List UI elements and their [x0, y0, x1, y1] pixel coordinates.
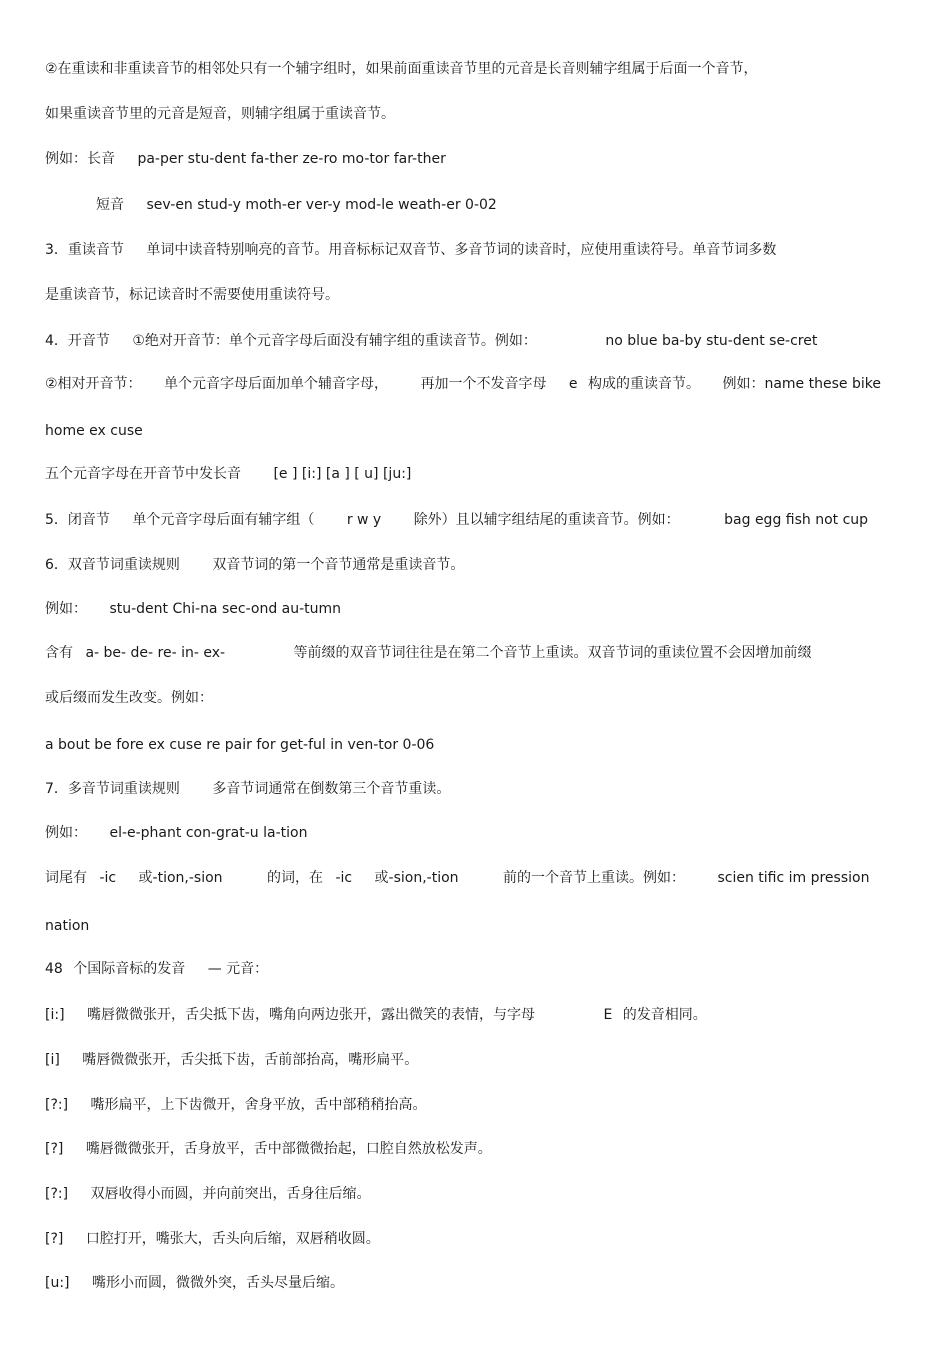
phonetic-symbol: [i:]	[45, 1007, 65, 1023]
text-segment: 例如：name these bike	[722, 376, 881, 392]
text-segment: 等前缀的双音节词往往是在第二个音节上重读。双音节词的重读位置不会因增加前缀	[293, 645, 812, 661]
phonetic-symbol: [?]	[45, 1231, 64, 1247]
text-line	[45, 465, 411, 483]
text-segment: -ic	[335, 870, 353, 886]
text-segment: e	[568, 376, 578, 392]
text-segment: 的词，在	[267, 870, 323, 886]
text-segment: 嘴唇微微张开，舌尖抵下齿，嘴角向两边张开，露出微笑的表情，与字母	[86, 1007, 535, 1023]
text-segment: 口腔打开，嘴张大，舌头向后缩，双唇稍收圆。	[85, 1231, 380, 1247]
section-heading	[45, 556, 464, 574]
text-line	[45, 422, 143, 440]
text-segment: a- be- de- re- in- ex-	[85, 645, 226, 661]
text-line	[45, 150, 446, 168]
text-segment: 双唇收得小而圆，并向前突出，舌身往后缩。	[90, 1186, 371, 1202]
text-line	[45, 917, 89, 935]
text-segment: 例如：长音	[45, 151, 115, 167]
text-segment: 或后缀而发生改变。例如：	[45, 690, 213, 706]
text-segment: E	[603, 1007, 613, 1023]
text-segment: 如果重读音节里的元音是短音，则辅字组属于重读音节。	[45, 106, 395, 122]
text-segment: sev-en stud-y moth-er ver-y mod-le weath-er 0-02	[146, 197, 497, 213]
text-segment: 除外）且以辅字组结尾的重读音节。例如：	[413, 512, 680, 528]
text-segment: 或-sion,-tion	[374, 870, 459, 886]
text-segment: 含有	[45, 645, 73, 661]
text-segment: 48	[45, 961, 63, 977]
text-segment: 再加一个不发音字母	[420, 376, 547, 392]
text-segment: 3．重读音节	[45, 242, 124, 258]
text-line	[45, 869, 869, 887]
text-segment: bag egg fish not cup	[724, 512, 869, 528]
text-segment: scien tific im pression	[717, 870, 870, 886]
phonetic-symbol: [i]	[45, 1052, 60, 1068]
text-segment: nation	[45, 918, 90, 934]
text-segment: 例如：	[45, 601, 87, 617]
text-segment: 7．多音节词重读规则	[45, 781, 180, 797]
phonetic-symbol: [u:]	[45, 1275, 70, 1291]
text-segment: 嘴形扁平，上下齿微开，舍身平放，舌中部稍稍抬高。	[90, 1097, 427, 1113]
text-segment: 词尾有	[45, 870, 87, 886]
text-line	[45, 689, 213, 707]
text-segment: 是重读音节，标记读音时不需要使用重读符号。	[45, 287, 339, 303]
text-segment: a bout be fore ex cuse re pair for get-ful in ven-tor 0-06	[45, 737, 435, 753]
text-line	[45, 105, 395, 123]
text-segment: 或-tion,-sion	[138, 870, 223, 886]
text-line	[96, 196, 497, 214]
text-segment: 嘴唇微微张开，舌身放平，舌中部微微抬起，口腔自然放松发声。	[85, 1141, 492, 1157]
text-segment: 前的一个音节上重读。例如：	[503, 870, 685, 886]
text-segment: pa-per stu-dent fa-ther ze-ro mo-tor far-ther	[137, 151, 446, 167]
text-line	[45, 600, 341, 618]
phonetic-symbol: [?:]	[45, 1186, 69, 1202]
phonetic-entry	[45, 1006, 707, 1024]
phonetic-entry	[45, 1140, 492, 1158]
text-line	[45, 736, 434, 754]
text-line	[45, 375, 881, 393]
text-segment: 的发音相同。	[622, 1007, 707, 1023]
section-heading	[45, 241, 776, 259]
text-line	[45, 644, 812, 662]
phonetic-entry	[45, 1051, 418, 1069]
text-segment: 多音节词通常在倒数第三个音节重读。	[212, 781, 451, 797]
text-segment: 单个元音字母后面有辅字组（	[132, 512, 315, 528]
text-segment: stu-dent Chi-na sec-ond au-tumn	[109, 601, 342, 617]
text-segment: 五个元音字母在开音节中发长音	[45, 466, 241, 482]
text-segment: 单词中读音特别响亮的音节。用音标标记双音节、多音节词的读音时，应使用重读符号。单音节词多数	[146, 242, 777, 258]
text-segment: 4．开音节	[45, 333, 110, 349]
text-segment: 嘴形小而圆，微微外突，舌头尽量后缩。	[91, 1275, 344, 1291]
section-heading	[45, 780, 450, 798]
text-segment: — 元音：	[207, 961, 269, 977]
text-segment: ②相对开音节：	[45, 376, 142, 392]
text-segment: ②在重读和非重读音节的相邻处只有一个辅字组时，如果前面重读音节里的元音是长音则辅字组属于后面一个音节，	[45, 61, 758, 77]
text-segment: 个国际音标的发音	[73, 961, 186, 977]
phonetic-symbol: [?:]	[45, 1097, 69, 1113]
text-line	[45, 824, 307, 842]
text-segment: home ex cuse	[45, 423, 143, 439]
section-heading	[45, 332, 817, 350]
text-segment: -ic	[99, 870, 117, 886]
text-segment: 构成的重读音节。	[588, 376, 700, 392]
text-segment: 5．闭音节	[45, 512, 110, 528]
phonetic-entry	[45, 1230, 380, 1248]
text-segment: 嘴唇微微张开，舌尖抵下齿，舌前部抬高，嘴形扁平。	[82, 1052, 419, 1068]
text-segment: 短音	[96, 197, 124, 213]
text-segment: 双音节词的第一个音节通常是重读音节。	[212, 557, 465, 573]
text-segment: 6．双音节词重读规则	[45, 557, 180, 573]
text-line	[45, 286, 339, 304]
text-segment: 单个元音字母后面加单个辅音字母，	[164, 376, 389, 392]
phonetic-entry	[45, 1274, 344, 1292]
text-segment: r w y	[346, 512, 382, 528]
text-segment: no blue ba-by stu-dent se-cret	[605, 333, 818, 349]
text-segment: el-e-phant con-grat-u la-tion	[109, 825, 308, 841]
text-segment: [e ] [i:] [a ] [ u] [ju:]	[273, 466, 412, 482]
section-heading	[45, 511, 868, 529]
section-heading	[45, 960, 268, 978]
phonetic-entry	[45, 1185, 371, 1203]
text-line	[45, 60, 758, 78]
text-segment: ①绝对开音节：单个元音字母后面没有辅字组的重读音节。例如：	[132, 333, 537, 349]
phonetic-symbol: [?]	[45, 1141, 64, 1157]
text-segment: 例如：	[45, 825, 87, 841]
phonetic-entry	[45, 1096, 427, 1114]
